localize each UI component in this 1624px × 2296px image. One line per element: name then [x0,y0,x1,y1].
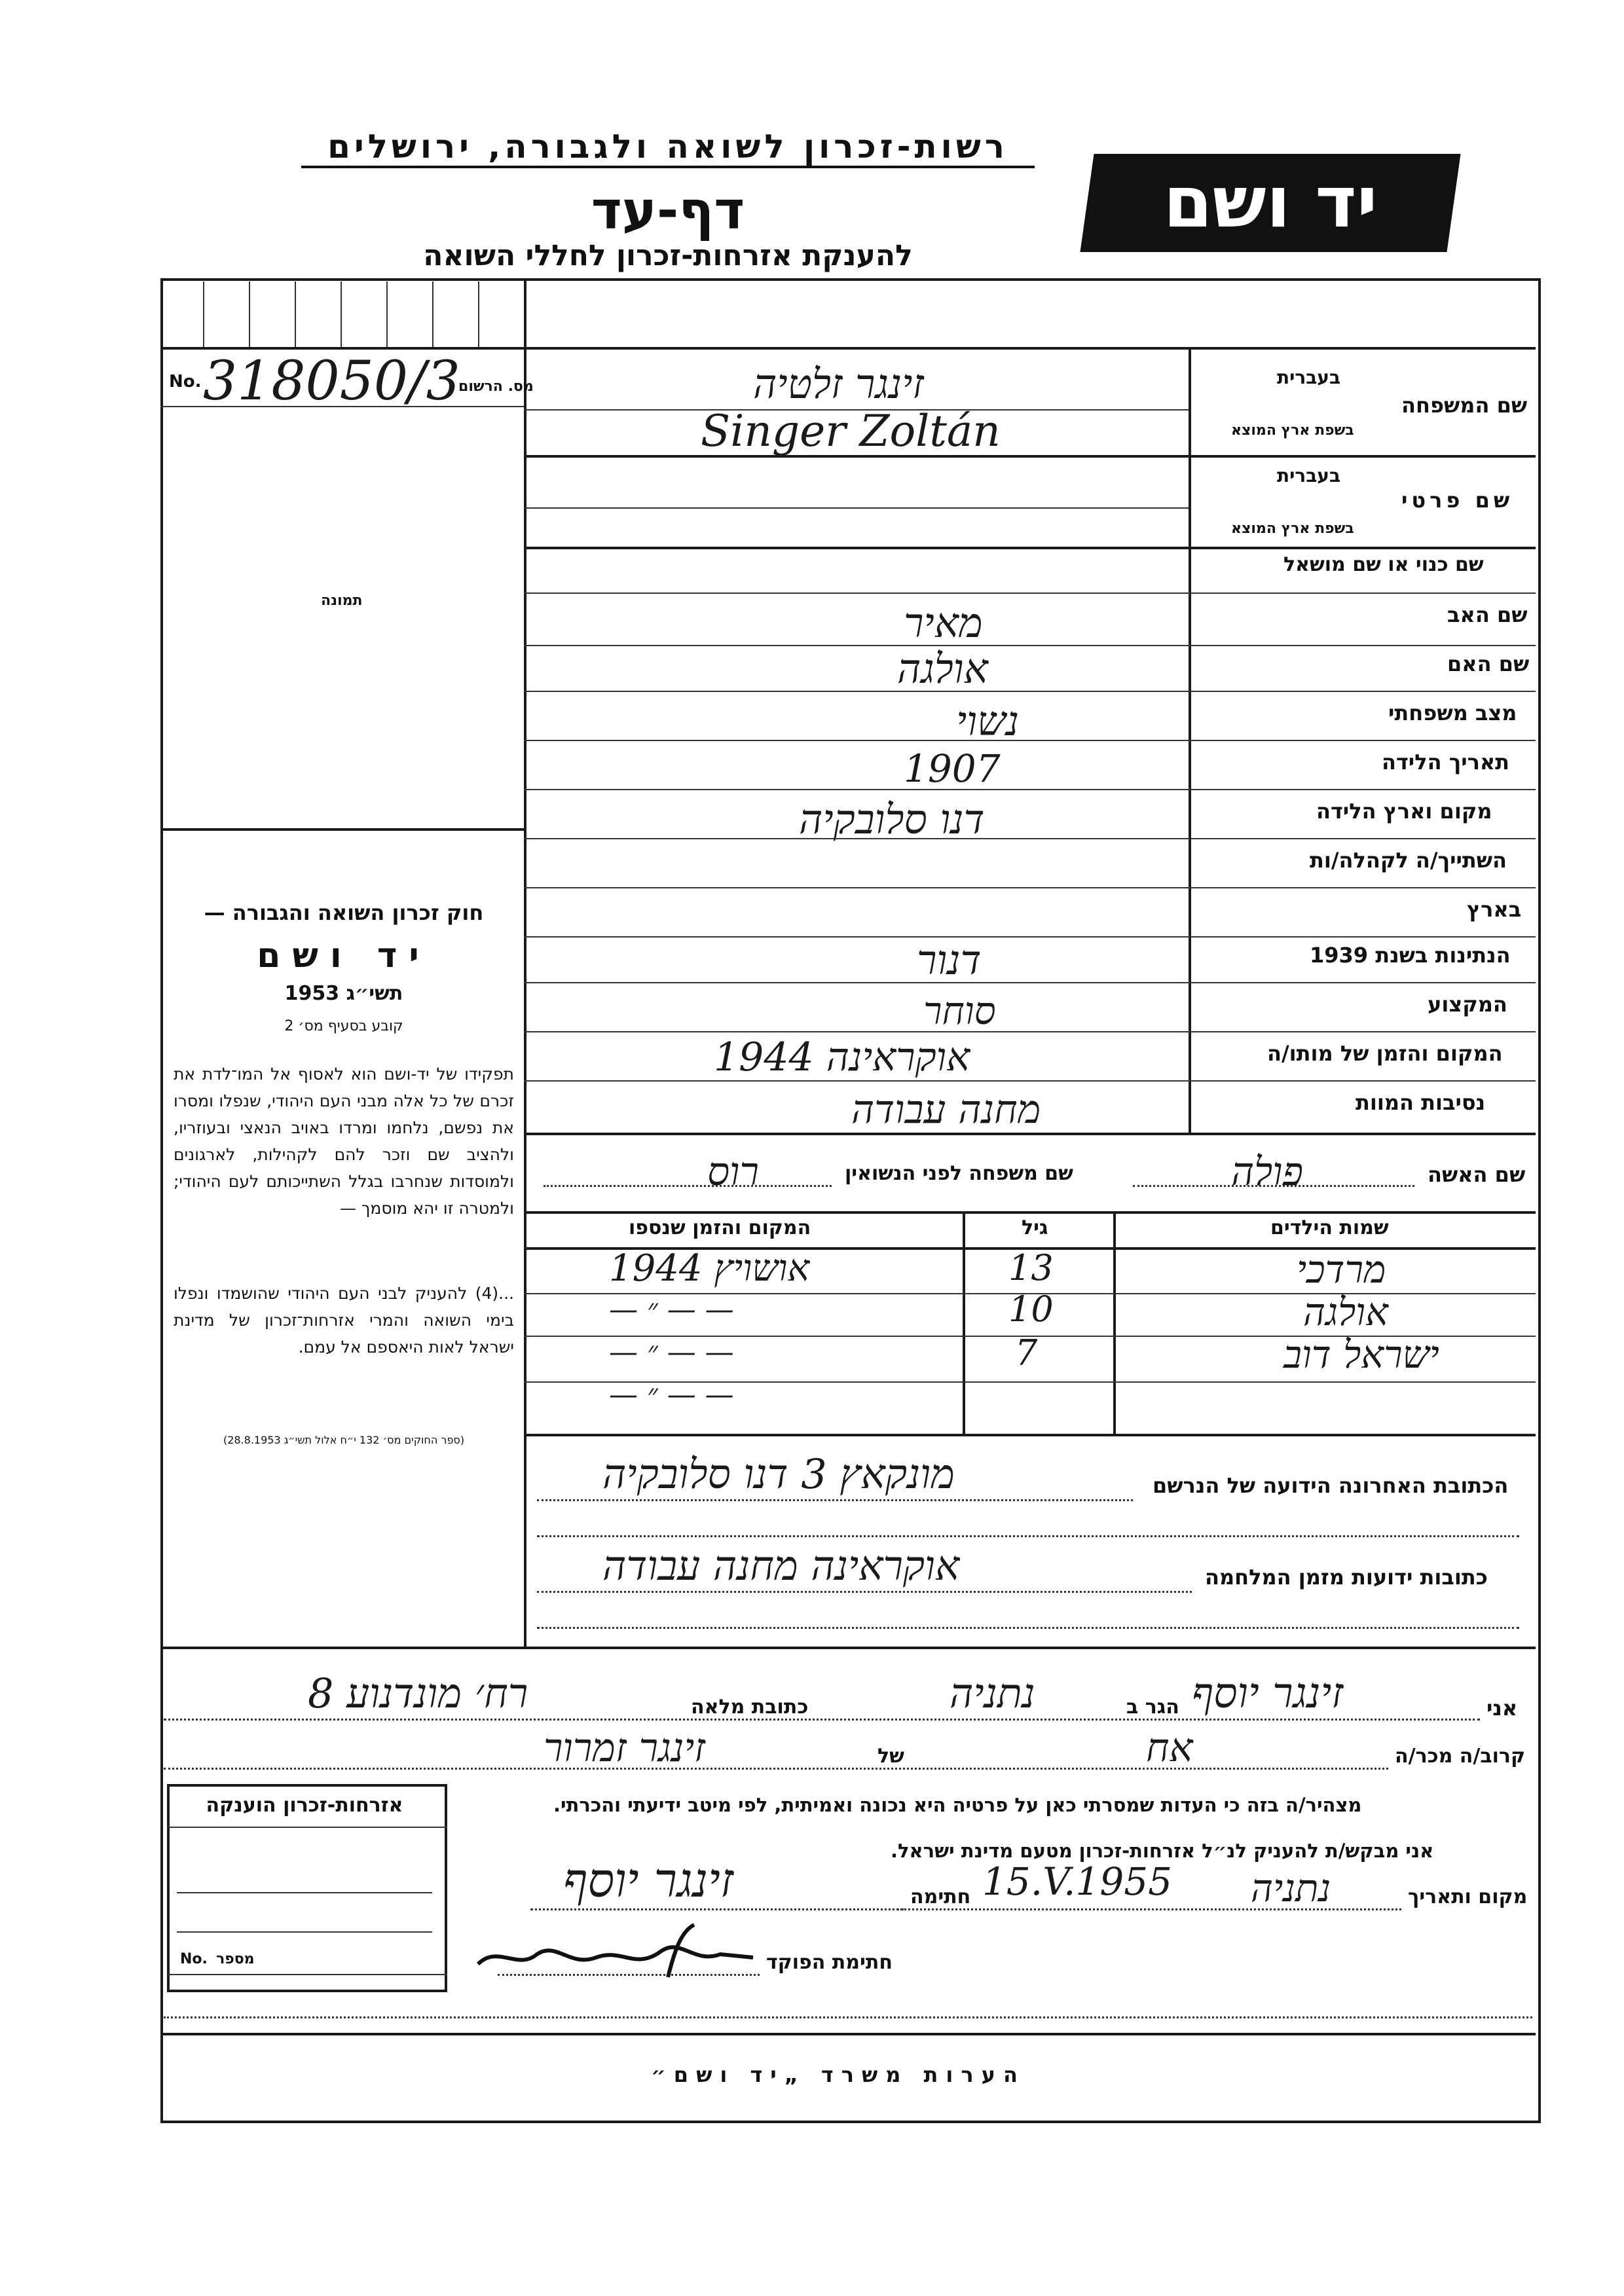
mother-label: שם האם [1447,651,1530,676]
authority-title: רשות-זכרון לשואה ולגבורה, ירושלים [301,128,1035,168]
nickname-label: שם כנוי או שם מושאל [1283,553,1484,576]
granted-number-label: מספר [216,1951,255,1967]
law-ref: קובע בסעיף מס׳ 2 [284,1018,403,1034]
origin-lang-2: בשפת ארץ המוצא [1231,520,1354,537]
birthdate-value: 1907 [904,746,1001,791]
death-place-value: אוקראינה 1944 [714,1034,970,1080]
yad-vashem-logo [1080,154,1460,252]
declarant-name: זינגר יוסף [1192,1669,1344,1718]
of-label: של [877,1745,904,1768]
citizenship-label: הנתינות בשנת 1939 [1310,943,1511,968]
law-body: תפקידו של יד-ושם הוא לאסוף אל המו־לדת את זכרם של כל אלה מבני העם היהודי, שנפלו ומסרו את נפשם, נלחמו ומרדו באויב הנאצי ובעוזריו, ולהציב שם וזכר להם לקהילות, לארגונים ולמוסדות שנחרבו בגלל השתייכותם לעם היהודי; ולמטרה זו יהא מוסמך — [174,1065,514,1218]
maiden-name-value: רוס [707,1149,759,1195]
maiden-name-label: שם משפחה לפני הנשואין [845,1162,1073,1185]
registration-label: מס. הרשום [458,378,534,395]
community-label: השתייך/ה לקהלה/ות [1310,848,1507,873]
child-2-age: 10 [1008,1288,1054,1330]
birthdate-label: תאריך הלידה [1382,750,1510,774]
wife-value: פולה [1231,1149,1304,1195]
declarant-address: רח׳ מונדנוע 8 [308,1669,528,1717]
granted-no-label: No. [180,1951,208,1967]
place-date-label: מקום ותאריך [1408,1886,1528,1908]
child-3-name: ישראל דוב [1283,1332,1439,1377]
given-name-label: שם פרטי [1401,488,1514,513]
father-label: שם האב [1447,602,1528,627]
war-address-value: אוקראינה מחנה עבודה [602,1542,960,1590]
last-address-value: מונקאץ 3 דנו סלובקיה [602,1450,955,1498]
declarant-city: נתניה [950,1669,1035,1717]
full-address-label: כתובת מלאה [691,1696,809,1719]
logo-text: יד ושם [1163,162,1378,244]
children-names-header: שמות הילדים [1270,1216,1389,1239]
marital-value: נשוי [956,697,1020,745]
father-value: מאיר [904,599,983,647]
birthplace-value: דנו סלובקיה [799,795,985,843]
death-place-label: המקום והזמן של מותו/ה [1267,1041,1503,1066]
i-label: אני [1486,1696,1518,1721]
law-source: (ספר החוקים מס׳ 132 י״ח אלול תשי״ג 28.8.1953) [223,1434,465,1446]
date-value: 15.V.1955 [982,1859,1173,1904]
photo-label: תמונה [321,592,363,609]
office-remarks: הערות משרד „יד ושם״ [651,2062,1025,2087]
place-value: נתניה [1251,1866,1331,1910]
child-3-age: 7 [1015,1332,1038,1374]
registration-number: 318050/3 [203,350,460,412]
death-circ-value: מחנה עבודה [851,1087,1041,1133]
child-1-age: 13 [1008,1247,1054,1288]
declarant-signature: זינגר יוסף [563,1853,733,1908]
statement-2: אני מבקש/ת להעניק לנ״ל אזרחות-זכרון מטעם מדינת ישראל. [891,1840,1434,1862]
marital-label: מצב משפחתי [1388,701,1517,725]
relation-label: קרוב/ה מכר/ה [1395,1745,1526,1768]
birthplace-label: מקום וארץ הלידה [1316,799,1492,824]
officer-signature [471,1918,760,1984]
citizenship-value: דנור [917,936,982,984]
law-name: יד ושם [257,936,431,975]
mother-value: אולגה [897,645,988,693]
relation-value: אח [1146,1725,1193,1771]
origin-lang-1: בשפת ארץ המוצא [1231,422,1354,439]
children-age-header: גיל [1022,1216,1048,1239]
form-subtitle: להענקת אזרחות-זכרון לחללי השואה [423,239,913,272]
last-address-label: הכתובת האחרונה הידועה של הנרשם [1153,1473,1509,1498]
profession-label: המקצוע [1428,992,1507,1017]
country-label: בארץ [1467,897,1522,922]
law-clause: ...(4) להעניק לבני העם היהודי שהושמדו ונפלו בימי השואה והמרי אזרחות־זכרון של מדינת ישראל לאות היאספם אל עמם. [174,1284,514,1357]
resides-label: הגר ב [1126,1696,1179,1719]
in-hebrew-1: בעברית [1277,367,1341,388]
form-title: דף-עד [591,180,745,241]
wife-label: שם האשה [1428,1162,1526,1187]
of-value: זינגר זמרור [544,1725,705,1771]
in-hebrew-2: בעברית [1277,465,1341,486]
child-3-place: — — ״ — [609,1336,734,1369]
statement-1: מצהיר/ה בזה כי העדות שמסרתי כאן על פרטיה היא נכונה ואמיתית, לפי מיטב ידיעתי והכרתי. [553,1794,1362,1816]
child-1-name: מרדכי [1297,1247,1386,1292]
child-2-place: — — ״ — [609,1293,734,1326]
profession-value: סוחר [923,989,996,1033]
granted-title: אזרחות-זכרון הוענקה [206,1794,403,1817]
child-1-place: אושויץ 1944 [609,1247,810,1290]
child-2-name: אולגה [1303,1290,1388,1334]
war-address-label: כתובות ידועות מזמן המלחמה [1205,1565,1488,1590]
family-name-origin: Singer Zoltán [701,406,1001,456]
death-circ-label: נסיבות המוות [1356,1090,1486,1115]
child-4-place: — — ״ — [609,1378,734,1412]
law-title: חוק זכרון השואה והגבורה — [204,900,484,925]
registration-no-label: No. [169,372,202,392]
children-place-header: המקום והזמן שנספו [629,1216,811,1239]
family-name-hebrew: זינגר זלטיה [753,360,924,408]
family-name-label: שם המשפחה [1401,393,1528,418]
law-year: תשי״ג 1953 [284,982,403,1005]
officer-signature-label: חתימת הפוקד [766,1951,893,1974]
signature-label: חתימה [910,1886,971,1908]
